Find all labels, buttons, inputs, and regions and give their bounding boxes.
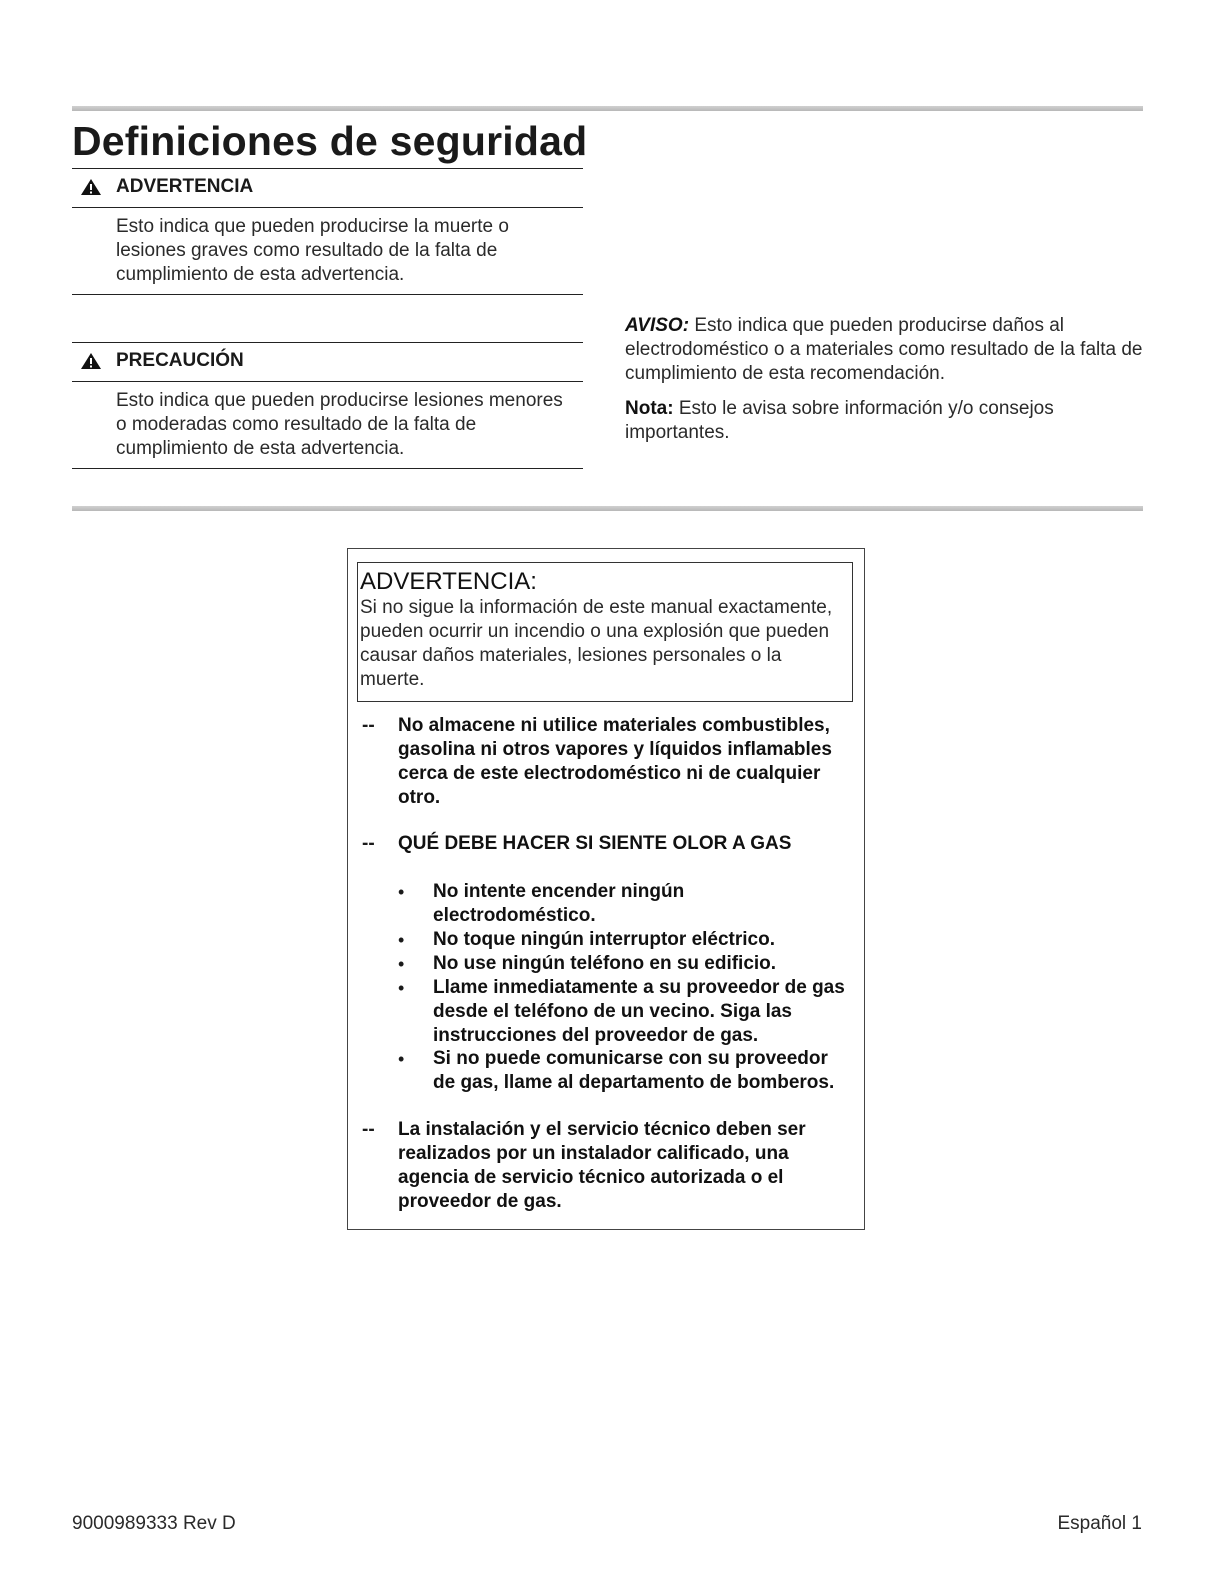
- warning-triangle-icon: [76, 351, 106, 371]
- gas-warning-heading: ADVERTENCIA:: [360, 568, 537, 595]
- footer-doc-number: 9000989333 Rev D: [72, 1513, 236, 1534]
- gas-warning-header-box: [357, 562, 853, 702]
- sub-item: Si no puede comunicarse con su proveedor de gas, llame al departamento de bomberos.: [433, 1048, 835, 1093]
- aviso-label: AVISO:: [625, 315, 690, 336]
- item-instalacion: La instalación y el servicio técnico deben ser realizados por un instalador calificado, una agencia de servicio técnico autorizada o el proveedor de gas.: [398, 1119, 806, 1212]
- precaucion-rule-top: [72, 342, 583, 343]
- aviso-paragraph: [625, 314, 1145, 386]
- nota-paragraph: [625, 397, 1105, 445]
- sub-item: No use ningún teléfono en su edificio.: [433, 953, 777, 974]
- dash-marker: --: [362, 1119, 375, 1140]
- title-underline: [72, 168, 583, 169]
- section-rule: [72, 506, 1143, 511]
- item-olor-gas: QUÉ DEBE HACER SI SIENTE OLOR A GAS: [398, 833, 792, 854]
- sub-item: Llame inmediatamente a su proveedor de gas desde el teléfono de un vecino. Siga las instrucciones del proveedor de gas.: [433, 977, 845, 1046]
- precaucion-rule-mid: [72, 381, 583, 382]
- dash-marker: --: [362, 715, 375, 736]
- advertencia-rule-top: [72, 207, 583, 208]
- bullet-marker: •: [398, 978, 405, 998]
- advertencia-signal: [76, 176, 253, 198]
- precaucion-signal: [76, 350, 244, 372]
- gas-warning-text: Si no sigue la información de este manual exactamente, pueden ocurrir un incendio o una explosión que pueden causar daños materiales, lesiones personales o la muerte.: [360, 597, 833, 690]
- dash-marker: --: [362, 833, 375, 854]
- top-rule: [72, 106, 1143, 111]
- sub-item: No toque ningún interruptor eléctrico.: [433, 929, 775, 950]
- precaucion-rule-bottom: [72, 468, 583, 469]
- footer-page-number: Español 1: [1057, 1513, 1142, 1534]
- aviso-text: Esto indica que pueden producirse daños al electrodoméstico o a materiales como resultado de la falta de cumplimiento de esta recomendación.: [625, 315, 1143, 384]
- advertencia-text: Esto indica que pueden producirse la muerte o lesiones graves como resultado de la falta de cumplimiento de esta advertencia.: [116, 216, 509, 285]
- nota-text: Esto le avisa sobre información y/o consejos importantes.: [625, 398, 1054, 443]
- bullet-marker: •: [398, 1049, 405, 1069]
- precaucion-text: Esto indica que pueden producirse lesiones menores o moderadas como resultado de la falta de cumplimiento de esta advertencia.: [116, 390, 563, 459]
- advertencia-rule-bottom: [72, 294, 583, 295]
- advertencia-label: ADVERTENCIA: [116, 176, 254, 197]
- nota-label: Nota:: [625, 398, 674, 419]
- bullet-marker: •: [398, 882, 405, 902]
- bullet-marker: •: [398, 930, 405, 950]
- bullet-marker: •: [398, 954, 405, 974]
- page-title: Definiciones de seguridad: [72, 118, 588, 164]
- warning-triangle-icon: [76, 177, 106, 197]
- sub-item: No intente encender ningún electrodoméstico.: [433, 881, 685, 926]
- precaucion-label: PRECAUCIÓN: [116, 350, 244, 371]
- item-combustibles: No almacene ni utilice materiales combustibles, gasolina ni otros vapores y líquidos inflamables cerca de este electrodoméstico ni de cualquier otro.: [398, 715, 832, 808]
